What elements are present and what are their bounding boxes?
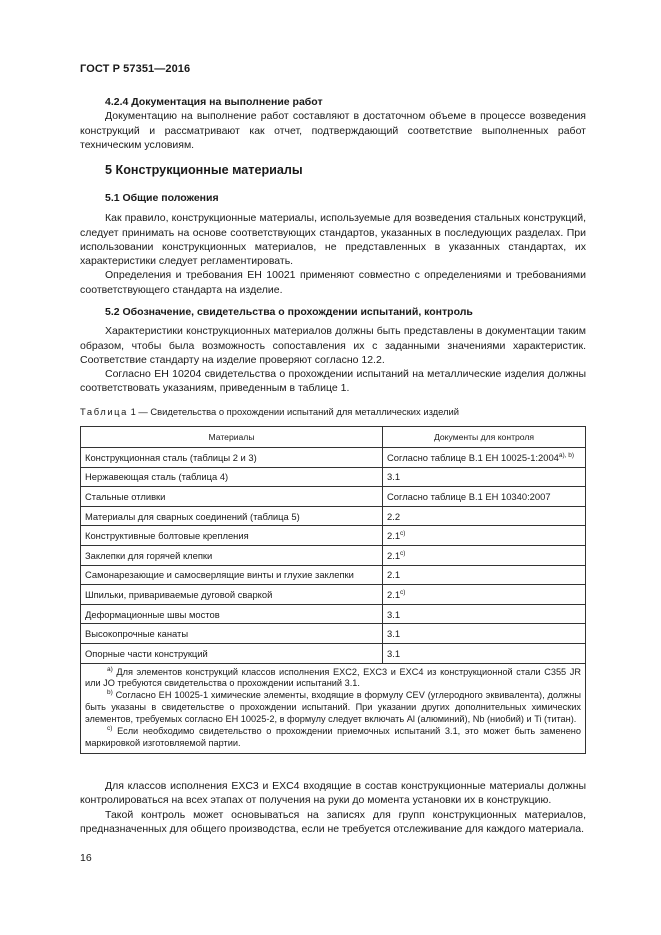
document-text: 2.1 (387, 530, 401, 542)
closing-paragraph-1: Для классов исполнения EXC3 и EXC4 входящие в состав конструкционные материалы должны контролироваться на всех этапах от получения на руки до момента установки их в конструкцию. (80, 780, 586, 807)
table-cell-material: Самонарезающие и самосверлящие винты и глухие заклепки (81, 565, 383, 585)
table-1-caption (80, 406, 459, 417)
table-caption-text: 1 — Свидетельства о прохождении испытаний для металлических изделий (127, 406, 459, 417)
table-row (81, 604, 586, 624)
table-header-row (81, 427, 586, 448)
section-5-1-paragraph-1: Как правило, конструкционные материалы, используемые для возведения стальных конструкций, следует принимать на основе соответствующих стандартов, указанных в последующих разделах. При использовании конструкционных материалов, не представленных в указанных стандартах, их характеристики следует регламентировать. (80, 212, 586, 268)
section-4-2-4-paragraph: Документацию на выполнение работ составляют в достаточном объеме в процессе возведения конструкций и рассматривают как отчет, подтверждающий соответствие выполненных работ техническим условиям. (80, 110, 586, 151)
note-text: Для элементов конструкций классов исполнения EXC2, EXC3 и EXC4 из конструкционной стали С355 JR или JO требуются свидетельства о прохождении испытаний 3.1. (85, 666, 581, 689)
table-cell-material: Опорные части конструкций (81, 643, 383, 663)
table-cell-document (383, 526, 586, 546)
document-text: 3.1 (387, 628, 401, 640)
page-number: 16 (80, 852, 92, 864)
table-cell-document (383, 545, 586, 565)
document-text: 2.1 (387, 569, 401, 581)
footnote-mark: c) (400, 549, 406, 557)
note-mark: а) (107, 665, 113, 673)
table-cell-material: Заклепки для горячей клепки (81, 545, 383, 565)
table-cell-material: Деформационные швы мостов (81, 604, 383, 624)
table-row (81, 487, 586, 507)
closing-paragraphs (80, 779, 586, 836)
table-cell-document (383, 624, 586, 644)
table-note-b (85, 690, 581, 726)
section-5-1-title: 5.1 Общие положения (105, 192, 219, 204)
table-cell-document (383, 448, 586, 468)
closing-paragraph-2: Такой контроль может основываться на записях для групп конструкционных материалов, предназначенных для общего производства, если не требуется отслеживание для каждого материала. (80, 808, 586, 835)
table-cell-document (383, 604, 586, 624)
section-4-2-4-title: 4.2.4 Документация на выполнение работ (105, 96, 323, 108)
table-notes (81, 663, 586, 753)
section-5-2 (80, 305, 586, 396)
document-text: 2.1 (387, 549, 401, 561)
table-row (81, 506, 586, 526)
standard-header: ГОСТ Р 57351—2016 (80, 63, 191, 75)
table-row (81, 643, 586, 663)
table-row (81, 624, 586, 644)
table-row (81, 545, 586, 565)
table-cell-material: Нержавеющая сталь (таблица 4) (81, 467, 383, 487)
document-text: 3.1 (387, 608, 401, 620)
table-header-materials: Материалы (81, 427, 383, 448)
table-note-c (85, 726, 581, 750)
section-5-1 (80, 191, 586, 297)
table-row (81, 526, 586, 546)
table-caption-prefix: Таблица (80, 406, 128, 417)
footnote-mark: c) (400, 530, 406, 538)
table-cell-material: Конструкционная сталь (таблицы 2 и 3) (81, 448, 383, 468)
table-row (81, 467, 586, 487)
table-cell-document (383, 565, 586, 585)
table-cell-document (383, 643, 586, 663)
document-text: 2.1 (387, 588, 401, 600)
table-cell-document (383, 585, 586, 605)
section-5-2-paragraph-1: Характеристики конструкционных материалов должны быть представлены в документации таким образом, чтобы была возможность сопоставления их с заданными значениями характеристик. Соответствие стандарту на изделие проверяют согласно 12.2. (80, 325, 586, 366)
footnote-mark: c) (400, 588, 406, 596)
table-cell-document (383, 487, 586, 507)
table-cell-material: Конструктивные болтовые крепления (81, 526, 383, 546)
table-row (81, 565, 586, 585)
section-5-title: 5 Конструкционные материалы (105, 163, 303, 177)
section-5-2-title: 5.2 Обозначение, свидетельства о прохождении испытаний, контроль (105, 306, 473, 318)
section-5-2-paragraph-2: Согласно ЕН 10204 свидетельства о прохождении испытаний на металлические изделия должны соответствовать указаниям, приведенным в таблице 1. (80, 368, 586, 395)
table-row (81, 585, 586, 605)
table-1 (80, 426, 586, 754)
document-text: 3.1 (387, 647, 401, 659)
table-row (81, 448, 586, 468)
table-cell-material: Материалы для сварных соединений (таблица 5) (81, 506, 383, 526)
footnote-mark: а), b) (558, 451, 575, 459)
table-cell-document (383, 467, 586, 487)
table-cell-material: Стальные отливки (81, 487, 383, 507)
table-note-a (85, 667, 581, 691)
document-text: 2.2 (387, 510, 401, 522)
note-mark: c) (107, 725, 113, 733)
section-4-2-4 (80, 95, 586, 152)
table-cell-document (383, 506, 586, 526)
note-mark: b) (107, 689, 113, 697)
table-cell-material: Шпильки, привариваемые дуговой сваркой (81, 585, 383, 605)
document-text: Согласно таблице В.1 ЕН 10340:2007 (387, 490, 551, 502)
note-text: Если необходимо свидетельство о прохождении приемочных испытаний 3.1, это может быть заменено маркировкой изготовляемой партии. (85, 726, 581, 748)
table-notes-row (81, 663, 586, 753)
section-5-1-paragraph-2: Определения и требования ЕН 10021 применяют совместно с определениями и требованиями соответствующего стандарта на изделие. (80, 269, 586, 296)
table-cell-material: Высокопрочные канаты (81, 624, 383, 644)
document-text: Согласно таблице В.1 ЕН 10025-1:2004 (387, 451, 559, 463)
document-text: 3.1 (387, 471, 401, 483)
table-header-documents: Документы для контроля (383, 427, 586, 448)
note-text: Согласно ЕН 10025-1 химические элементы, входящие в формулу CEV (углеродного эквивалента), должны быть указаны в свидетельстве о прохождении испытаний. При указании других дополнительных химических элементов, требуемых согласно ЕН 10025-2, в формулу следует включать Al (алюминий), Nb (ниобий) и Ti (титан). (85, 690, 581, 725)
